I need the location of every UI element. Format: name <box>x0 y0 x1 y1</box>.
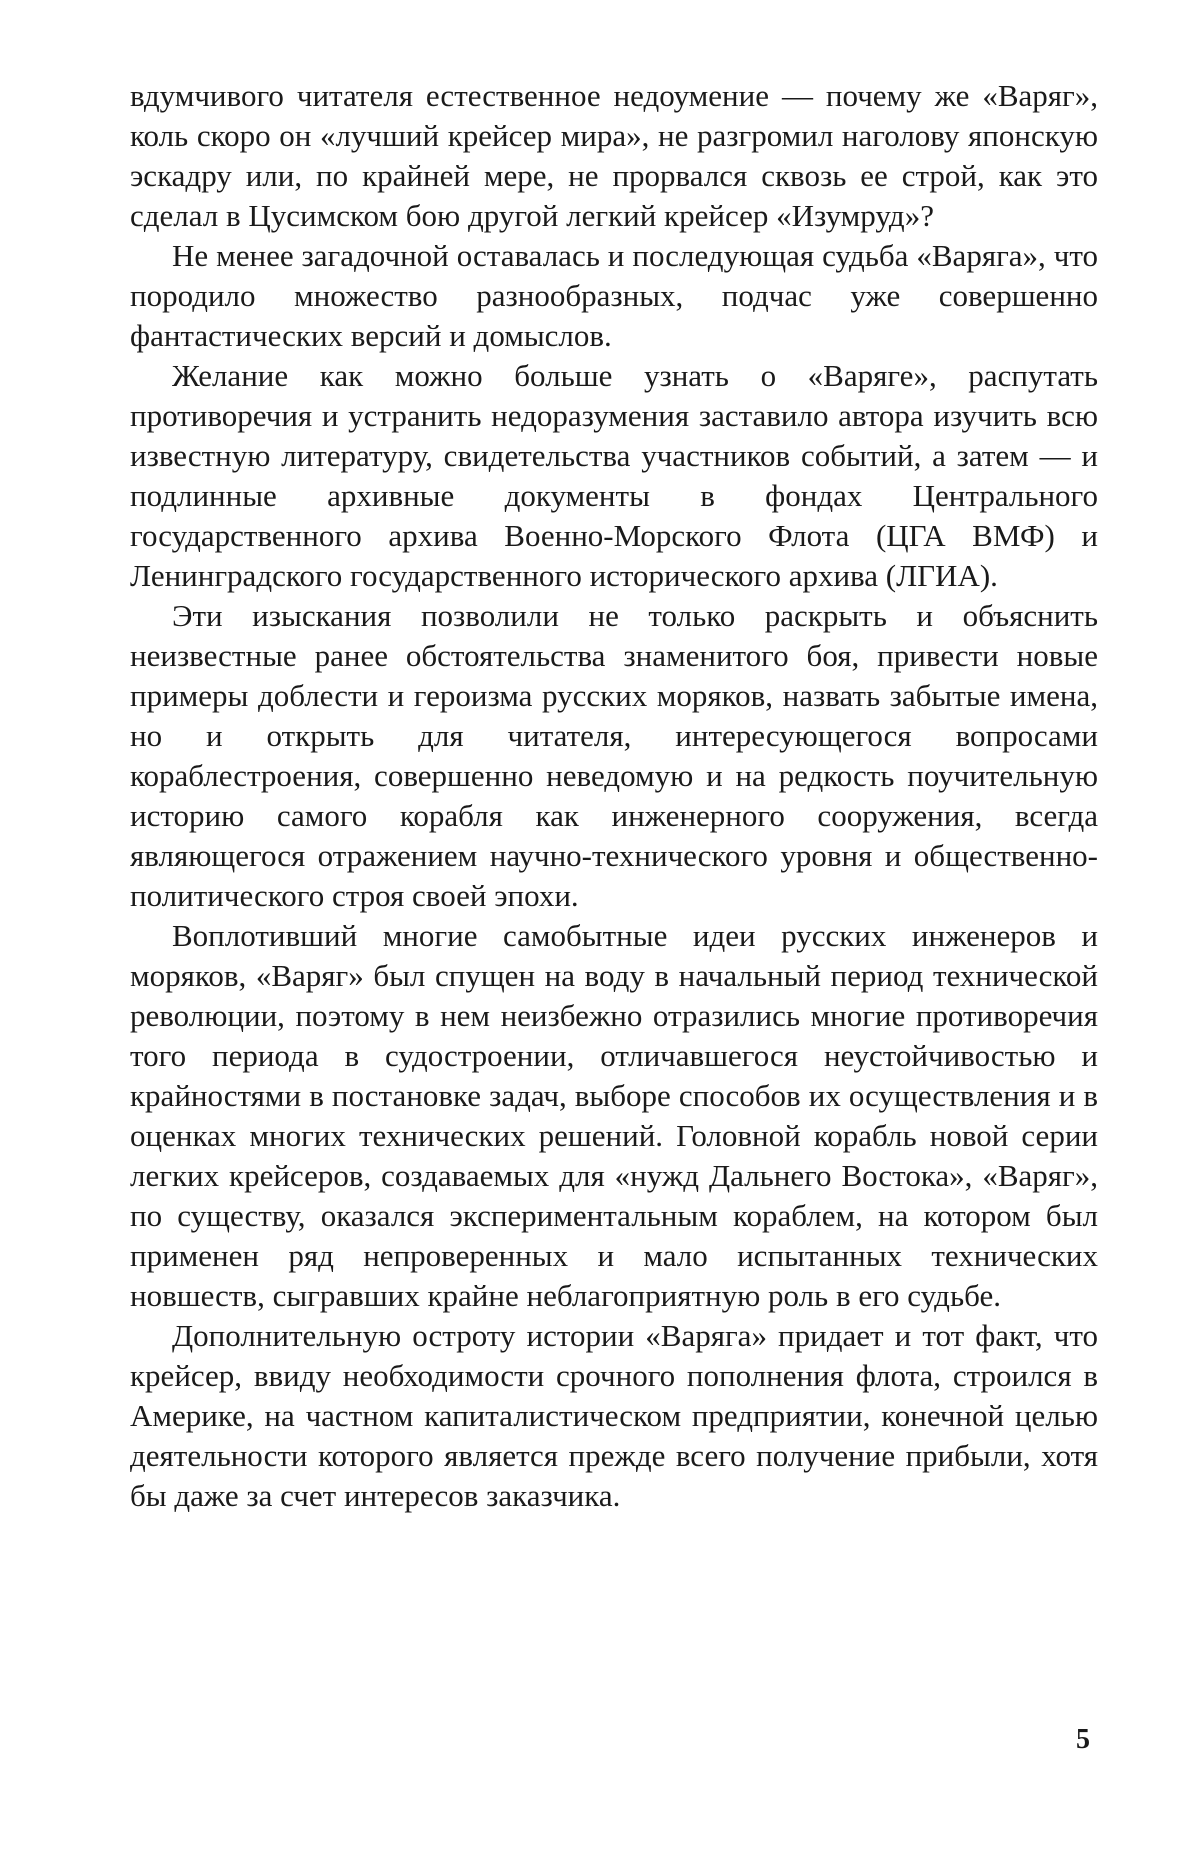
page-body <box>130 76 1098 1516</box>
paragraph-6: Дополнительную остроту истории «Варяга» придает и тот факт, что крейсер, ввиду необходимости срочного пополнения флота, строился в Америке, на частном капиталистическом предприятии, конечной целью деятельности которого является прежде всего получение прибыли, хотя бы даже за счет интересов заказчика. <box>130 1318 1098 1513</box>
paragraph-5: Воплотивший многие самобытные идеи русских инженеров и моряков, «Варяг» был спущен на воду в начальный период технической революции, поэтому в нем неизбежно отразились многие противоречия того периода в судостроении, отличавшегося неустойчивостью и крайностями в постановке задач, выборе способов их осуществления и в оценках многих технических решений. Головной корабль новой серии легких крейсеров, создаваемых для «нужд Дальнего Востока», «Варяг», по существу, оказался экспериментальным кораблем, на котором был применен ряд непроверенных и мало испытанных технических новшеств, сыгравших крайне неблагоприятную роль в его судьбе. <box>130 918 1098 1313</box>
paragraph-3: Желание как можно больше узнать о «Варяге», распутать противоречия и устранить недоразумения заставило автора изучить всю известную литературу, свидетельства участников событий, а затем — и подлинные архивные документы в фондах Центрального государственного архива Военно-Морского Флота (ЦГА ВМФ) и Ленинградского государственного исторического архива (ЛГИА). <box>130 358 1098 593</box>
paragraph-4: Эти изыскания позволили не только раскрыть и объяснить неизвестные ранее обстоятельства знаменитого боя, привести новые примеры доблести и героизма русских моряков, назвать забытые имена, но и открыть для читателя, интересующегося вопросами кораблестроения, совершенно неведомую и на редкость поучительную историю самого корабля как инженерного сооружения, всегда являющегося отражением научно-технического уровня и общественно-политического строя своей эпохи. <box>130 598 1098 913</box>
paragraph-continuation: вдумчивого читателя естественное недоумение — почему же «Варяг», коль скоро он «лучший крейсер мира», не разгромил наголову японскую эскадру или, по крайней мере, не прорвался сквозь ее строй, как это сделал в Цусимском бою другой легкий крейсер «Изумруд»? <box>130 78 1098 233</box>
paragraph-2: Не менее загадочной оставалась и последующая судьба «Варяга», что породило множество разнообразных, подчас уже совершенно фантастических версий и домыслов. <box>130 238 1098 353</box>
page-number: 5 <box>1076 1724 1090 1755</box>
